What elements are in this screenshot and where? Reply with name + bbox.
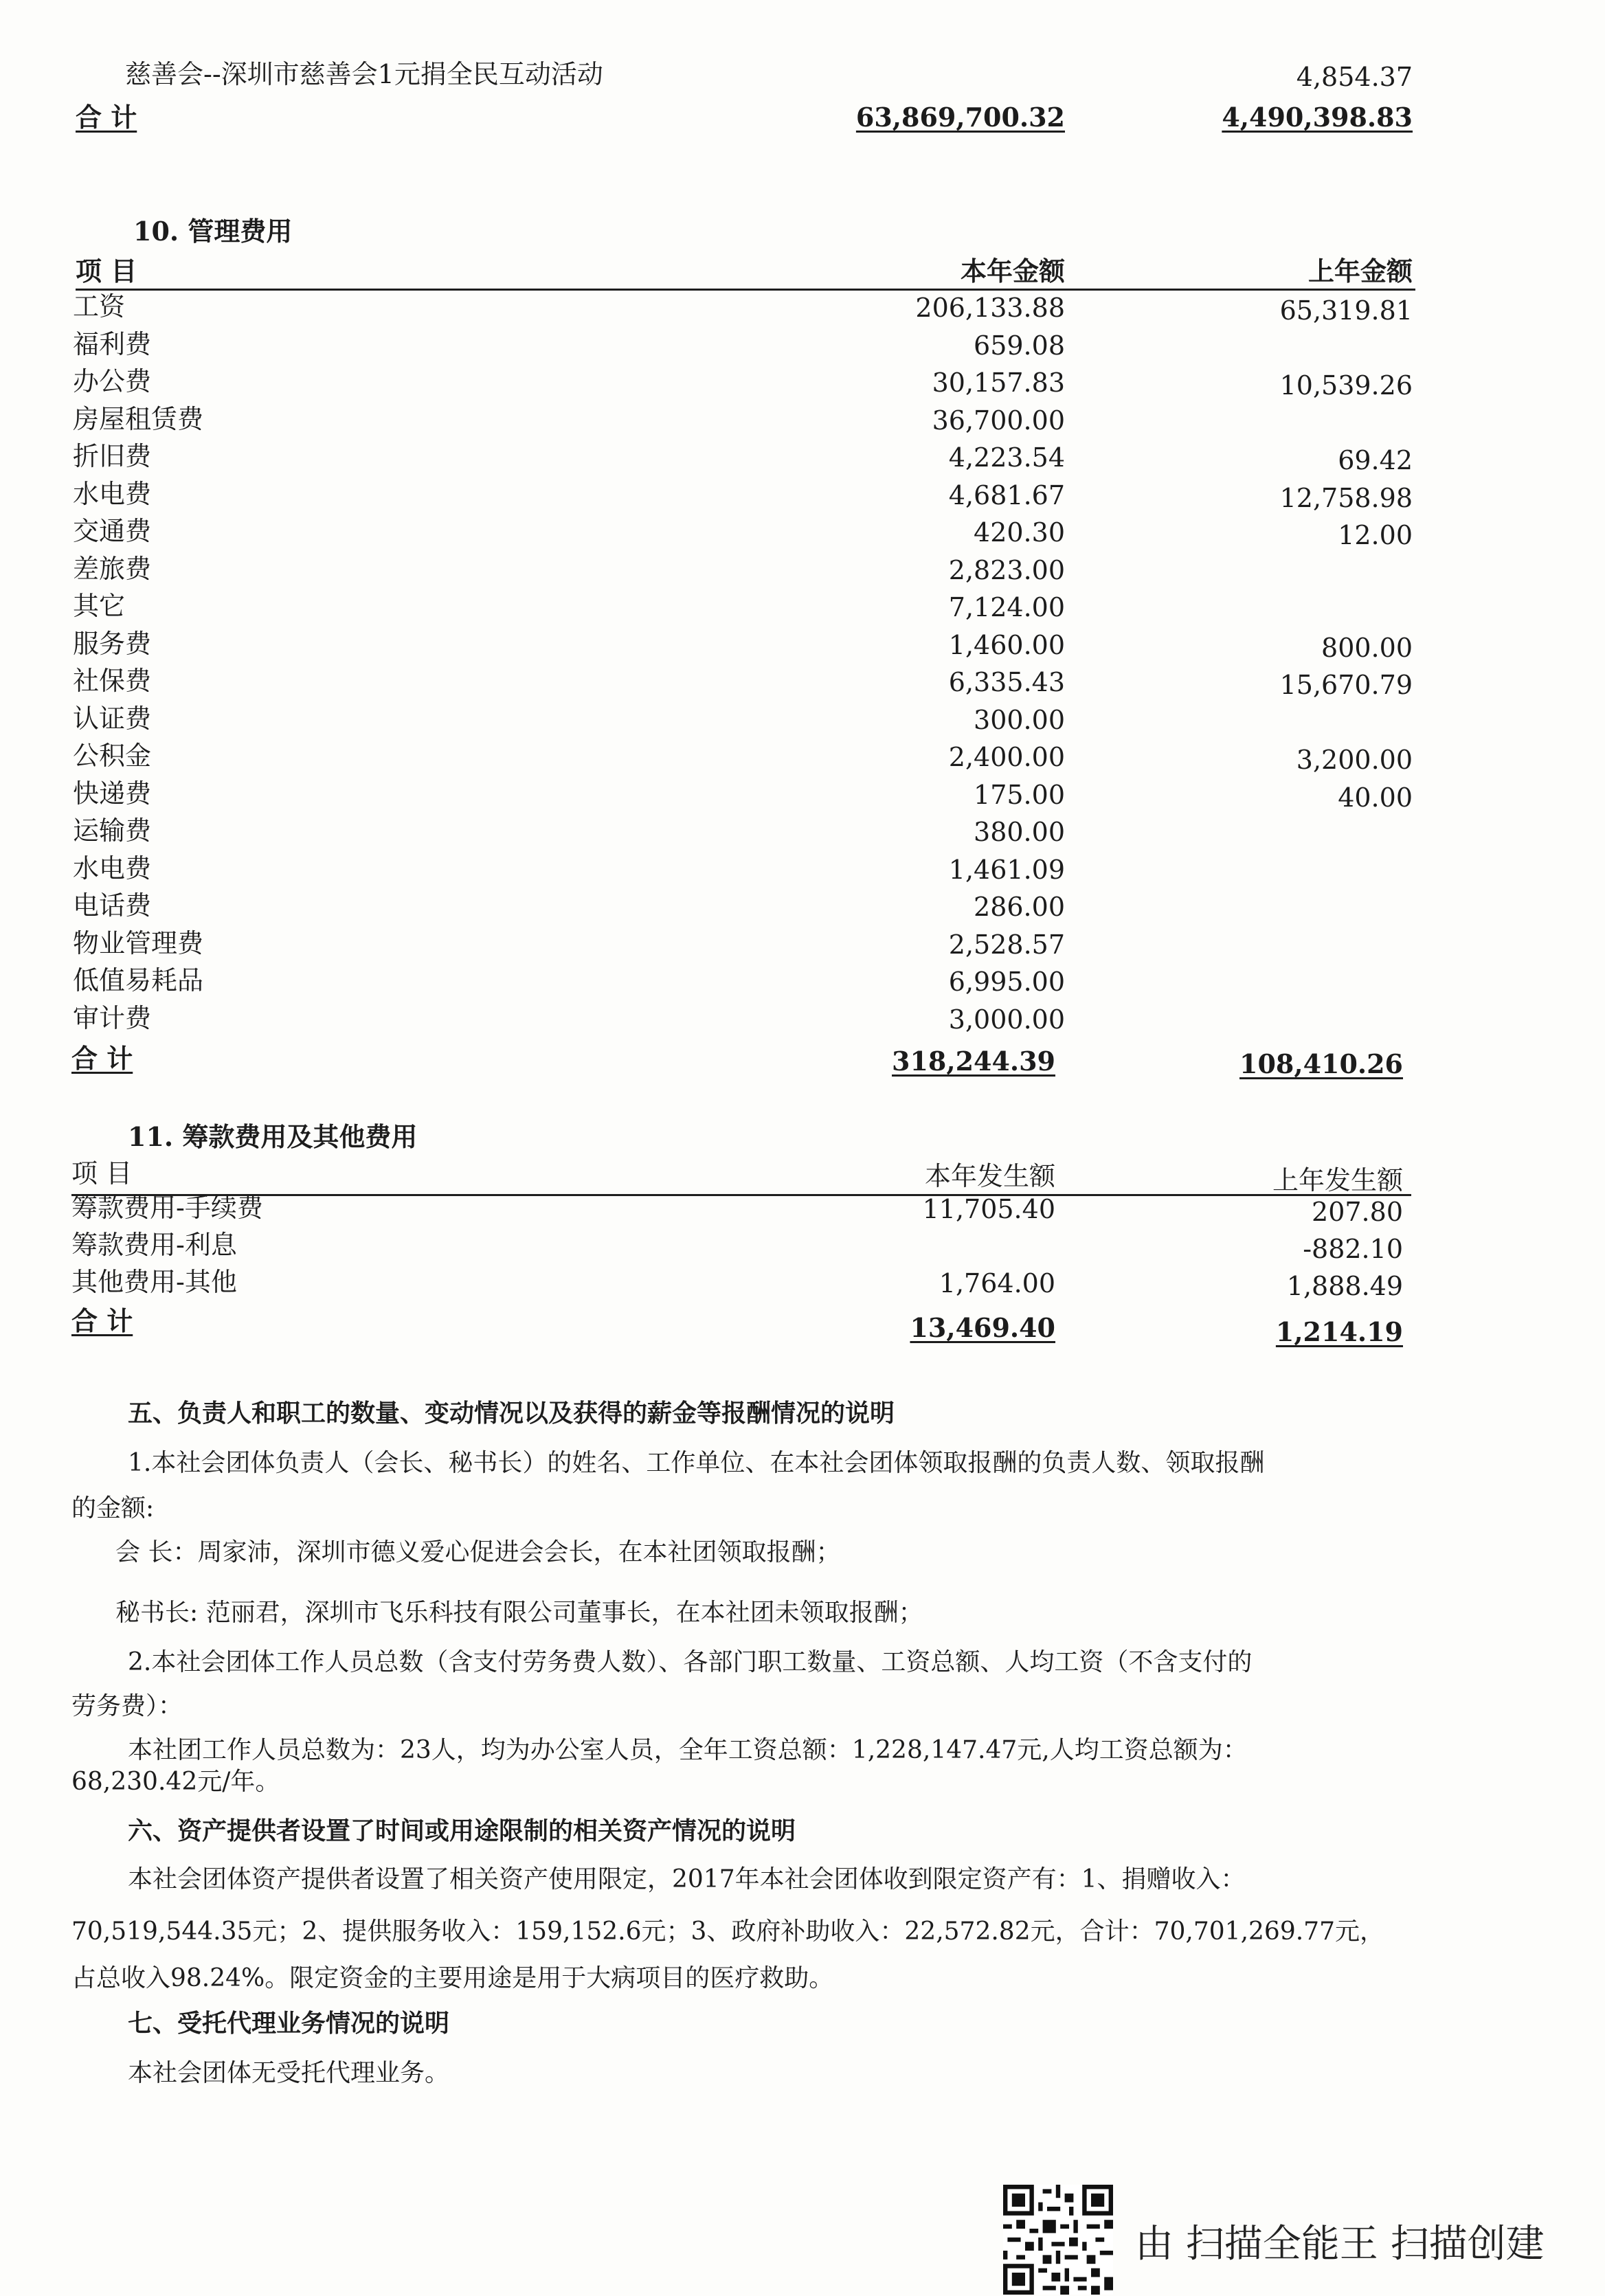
row-current-amount: 1,764.00	[939, 1268, 1055, 1298]
section6-heading: 六、资产提供者设置了时间或用途限制的相关资产情况的说明	[128, 1816, 796, 1845]
row-label: 电话费	[73, 890, 152, 921]
admin-title: 10. 管理费用	[133, 216, 293, 247]
row-prior-amount: 3,200.00	[1296, 745, 1413, 775]
row-current-amount: 659.08	[974, 330, 1065, 361]
fund-col-cur: 本年发生额	[924, 1161, 1055, 1191]
row-label: 筹款费用-利息	[71, 1230, 237, 1260]
row-current-amount: 6,995.00	[948, 967, 1065, 997]
top-total-cur: 63,869,700.32	[855, 102, 1065, 133]
fund-col-item: 项 目	[71, 1158, 133, 1189]
row-label: 水电费	[73, 853, 152, 883]
admin-total-cur: 318,244.39	[892, 1046, 1055, 1077]
fund-total-prev: 1,214.19	[1275, 1316, 1403, 1347]
section5-p2: 会 长：周家沛，深圳市德义爱心促进会会长，在本社团领取报酬；	[115, 1538, 841, 1566]
row-label: 低值易耗品	[73, 965, 204, 995]
row-current-amount: 2,823.00	[948, 554, 1065, 585]
row-label: 服务费	[73, 628, 152, 659]
row-label: 交通费	[73, 516, 152, 546]
row-label: 审计费	[73, 1002, 152, 1033]
row-prior-amount: 12.00	[1338, 520, 1413, 550]
row-prior-amount: 800.00	[1321, 632, 1413, 663]
section5-p1b: 的金额:	[71, 1494, 155, 1522]
row-label: 工资	[73, 291, 126, 322]
admin-header-rule	[76, 289, 1415, 291]
row-current-amount: 4,681.67	[948, 480, 1065, 510]
section6-p1a: 本社会团体资产提供者设置了相关资产使用限定，2017年本社会团体收到限定资产有：1、捐赠收入：	[128, 1865, 1246, 1893]
admin-col-prev: 上年金额	[1307, 256, 1413, 286]
row-label: 差旅费	[73, 553, 152, 584]
section5-p4a: 2.本社会团体工作人员总数（含支付劳务费人数）、各部门职工数量、工资总额、人均工资（不含支付的	[128, 1648, 1253, 1676]
row-current-amount: 420.30	[974, 517, 1065, 548]
row-label: 其他费用-其他	[71, 1267, 237, 1297]
fund-header-rule	[71, 1194, 1411, 1196]
top-total-label: 合 计	[76, 102, 137, 133]
row-current-amount: 4,223.54	[948, 442, 1065, 473]
row-label: 社保费	[73, 666, 152, 696]
row-current-amount: 3,000.00	[948, 1004, 1065, 1035]
row-label: 办公费	[73, 366, 152, 396]
section7-heading: 七、受托代理业务情况的说明	[128, 2009, 450, 2038]
row-label: 快递费	[73, 778, 152, 809]
row-current-amount: 380.00	[974, 817, 1065, 847]
admin-col-item: 项 目	[76, 256, 137, 286]
row-current-amount: 7,124.00	[948, 592, 1065, 622]
row-current-amount: 2,528.57	[948, 929, 1065, 960]
top-item-label: 慈善会--深圳市慈善会1元捐全民互动活动	[125, 59, 603, 89]
section5-p1a: 1.本社会团体负责人（会长、秘书长）的姓名、工作单位、在本社会团体领取报酬的负责人数、领取报酬	[128, 1449, 1265, 1477]
fund-total-label: 合 计	[71, 1305, 133, 1336]
row-current-amount: 2,400.00	[948, 742, 1065, 772]
row-current-amount: 286.00	[974, 892, 1065, 922]
row-current-amount: 30,157.83	[932, 368, 1065, 398]
section5-p3: 秘书长: 范丽君，深圳市飞乐科技有限公司董事长，在本社团未领取报酬；	[115, 1599, 923, 1627]
section5-heading: 五、负责人和职工的数量、变动情况以及获得的薪金等报酬情况的说明	[128, 1399, 895, 1428]
row-prior-amount: 207.80	[1312, 1197, 1403, 1227]
row-current-amount: 175.00	[974, 779, 1065, 810]
row-current-amount: 206,133.88	[915, 293, 1065, 323]
section6-p1c: 占总收入98.24%。限定资金的主要用途是用于大病项目的医疗救助。	[71, 1964, 834, 1992]
row-current-amount: 11,705.40	[922, 1194, 1055, 1224]
row-current-amount: 36,700.00	[932, 405, 1065, 436]
row-prior-amount: 15,670.79	[1279, 670, 1413, 700]
row-label: 其它	[73, 591, 126, 621]
row-label: 房屋租赁费	[73, 403, 204, 434]
row-label: 公积金	[73, 741, 152, 771]
row-label: 福利费	[73, 328, 152, 359]
admin-total-prev: 108,410.26	[1239, 1048, 1403, 1079]
row-label: 物业管理费	[73, 927, 204, 958]
section7-p1: 本社会团体无受托代理业务。	[128, 2059, 450, 2087]
row-prior-amount: 65,319.81	[1279, 295, 1413, 326]
top-item-prev: 4,854.37	[1296, 62, 1413, 92]
row-label: 认证费	[73, 703, 152, 734]
row-prior-amount: 40.00	[1338, 782, 1413, 813]
row-prior-amount: -882.10	[1303, 1234, 1403, 1264]
row-prior-amount: 12,758.98	[1279, 482, 1413, 513]
row-prior-amount: 1,888.49	[1286, 1271, 1403, 1301]
section5-p4b: 劳务费）：	[71, 1692, 183, 1720]
row-label: 水电费	[73, 478, 152, 509]
row-label: 运输费	[73, 815, 152, 846]
row-label: 折旧费	[73, 441, 152, 471]
qr-code-icon	[1003, 2185, 1113, 2295]
section6-p1b: 70,519,544.35元；2、提供服务收入：159,152.6元；3、政府补助收入：22,572.82元，合计：70,701,269.77元，	[71, 1917, 1384, 1946]
row-prior-amount: 10,539.26	[1279, 370, 1413, 401]
fund-col-prev: 上年发生额	[1272, 1165, 1403, 1195]
row-label: 筹款费用-手续费	[71, 1193, 263, 1223]
row-current-amount: 6,335.43	[948, 667, 1065, 697]
admin-col-cur: 本年金额	[960, 256, 1065, 286]
row-current-amount: 300.00	[974, 704, 1065, 735]
admin-total-label: 合 计	[71, 1043, 133, 1074]
row-prior-amount: 69.42	[1338, 445, 1413, 475]
fund-title: 11. 筹款费用及其他费用	[128, 1121, 418, 1152]
row-current-amount: 1,461.09	[948, 854, 1065, 885]
top-total-prev: 4,490,398.83	[1222, 102, 1413, 133]
row-current-amount: 1,460.00	[948, 629, 1065, 660]
section5-p5a: 本社团工作人员总数为：23人，均为办公室人员，全年工资总额：1,228,147.47元,人均工资总额为：	[128, 1736, 1248, 1764]
scanner-credit-text: 由 扫描全能王 扫描创建	[1135, 2222, 1545, 2266]
section5-p5b: 68,230.42元/年。	[71, 1768, 280, 1796]
fund-total-cur: 13,469.40	[910, 1312, 1055, 1343]
